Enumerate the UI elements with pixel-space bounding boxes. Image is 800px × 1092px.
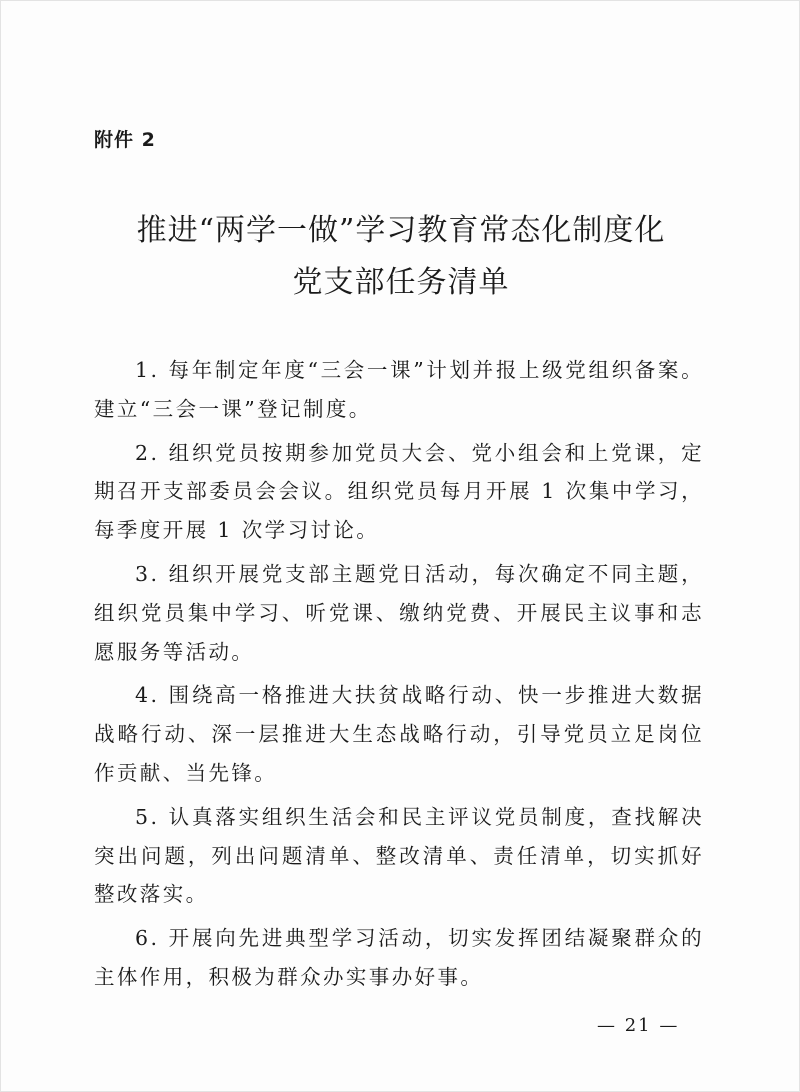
document-title-line-1: 推进“两学一做”学习教育常态化制度化 [136, 213, 666, 248]
document-title-line-2: 党支部任务清单 [292, 265, 510, 300]
task-item-3: 3. 组织开展党支部主题党日活动，每次确定不同主题，组织党员集中学习、听党课、缴纳党费、开展民主议事和志愿服务等活动。 [94, 561, 704, 664]
task-item-4: 4. 围绕高一格推进大扶贫战略行动、快一步推进大数据战略行动、深一层推进大生态战略行动，引导党员立足岗位作贡献、当先锋。 [94, 683, 704, 785]
task-list [94, 351, 704, 1002]
task-item-6: 6. 开展向先进典型学习活动，切实发挥团结凝聚群众的主体作用，积极为群众办实事办好事。 [94, 926, 704, 989]
task-item-5: 5. 认真落实组织生活会和民主评议党员制度，查找解决突出问题，列出问题清单、整改清单、责任清单，切实抓好整改落实。 [94, 804, 704, 907]
page-number: — 21 — [597, 1015, 680, 1036]
task-item-2: 2. 组织党员按期参加党员大会、党小组会和上党课，定期召开支部委员会会议。组织党员每月开展 1 次集中学习，每季度开展 1 次学习讨论。 [94, 440, 704, 543]
task-item-1: 1. 每年制定年度“三会一课”计划并报上级党组织备案。建立“三会一课”登记制度。 [94, 358, 704, 421]
attachment-label: 附件 2 [94, 129, 156, 151]
